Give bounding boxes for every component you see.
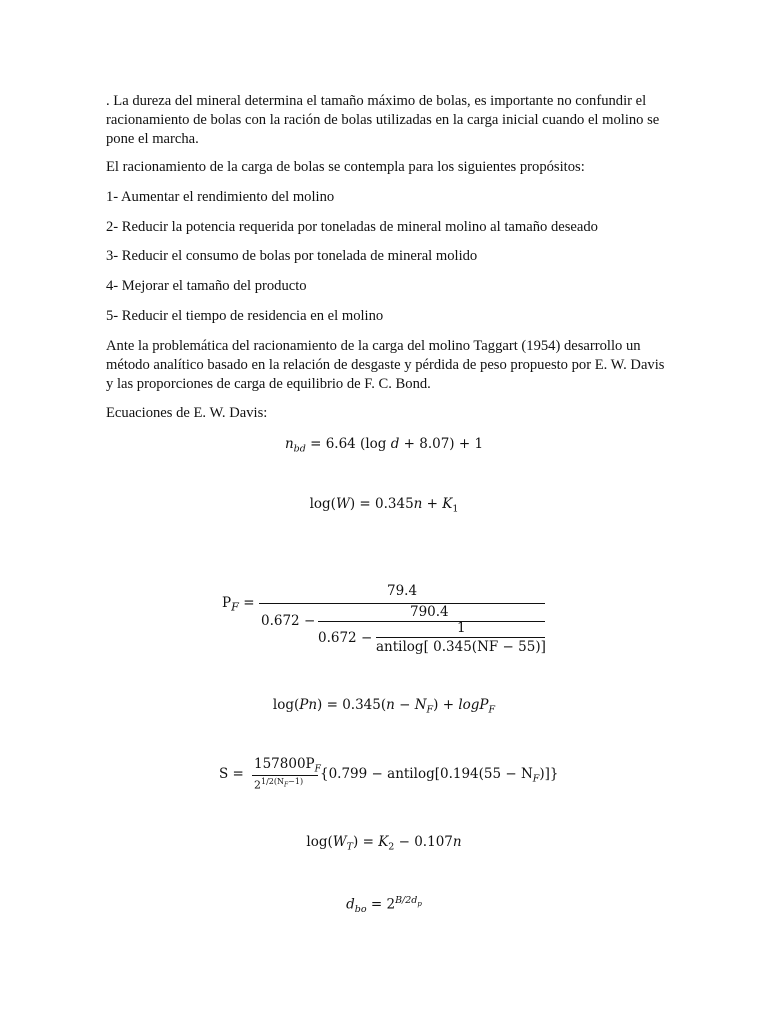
equation-ball-number: $n_{bd} = 6.64$ (log d + 8.07) + 1 (284, 436, 484, 455)
intro-paragraph: . La dureza del mineral determina el tamaño máximo de bolas, es importante no confundir el racionamiento de bolas con la ración de bolas utilizadas en la carga inicial cuando el molino se pone el marcha. (106, 93, 660, 147)
equation-log-w: $\log(W) = 0.345n + K_1$ (309, 496, 459, 515)
s-lhs: S = (219, 766, 244, 782)
pf-constant-2: 0.672 − (318, 630, 373, 646)
pf-inner-fraction-bar (376, 637, 545, 638)
pf-constant-1: 0.672 − (261, 613, 316, 629)
equation-log-wt: $\log(W_T) = K_2 - 0.107n$ (306, 834, 462, 853)
list-item: 2- Reducir la potencia requerida por toneladas de mineral molino al tamaño deseado (106, 219, 598, 235)
list-item: 1- Aumentar el rendimiento del molino (106, 189, 335, 205)
pf-top-numerator: 79.4 (387, 583, 418, 599)
equation-log-pn: $\log(Pn) = 0.345(n - N_F) + \log P_F$ (272, 697, 496, 716)
pf-inner-numerator: 1 (457, 620, 466, 636)
list-item: 5- Reducir el tiempo de residencia en el molino (106, 308, 384, 324)
s-numerator: $157800P_F$ (254, 756, 321, 775)
pf-middle-fraction-bar (318, 621, 545, 622)
s-fraction-bar (252, 775, 318, 776)
s-bracket-term: {0.799 − antilog[0.194(55 − $N_F$)]} (320, 766, 559, 785)
pf-middle-numerator: 790.4 (410, 604, 449, 620)
equation-dbo: $d_{bo} = 2^{B/2d_p}$ (346, 895, 422, 916)
list-item: 3- Reducir el consumo de bolas por tonelada de mineral molido (106, 248, 478, 264)
purposes-intro: El racionamiento de la carga de bolas se contempla para los siguientes propósitos: (106, 159, 585, 175)
pf-main-fraction-bar (259, 603, 545, 604)
list-item: 4- Mejorar el tamaño del producto (106, 278, 307, 294)
davis-heading: Ecuaciones de E. W. Davis: (106, 405, 268, 421)
pf-inner-denominator: antilog[ 0.345(NF − 55)] (376, 639, 546, 655)
s-denominator: $2^{1/2(N_F-1)}$ (254, 777, 304, 792)
taggart-paragraph: Ante la problemática del racionamiento de la carga del molino Taggart (1954) desarrollo un método analítico basado en la relación de desgaste y pérdida de peso propuesto por E. W. Davis y las proporciones de carga de equilibrio de F. C. Bond. (106, 338, 665, 392)
pf-lhs: $P_F$ = (222, 595, 255, 614)
